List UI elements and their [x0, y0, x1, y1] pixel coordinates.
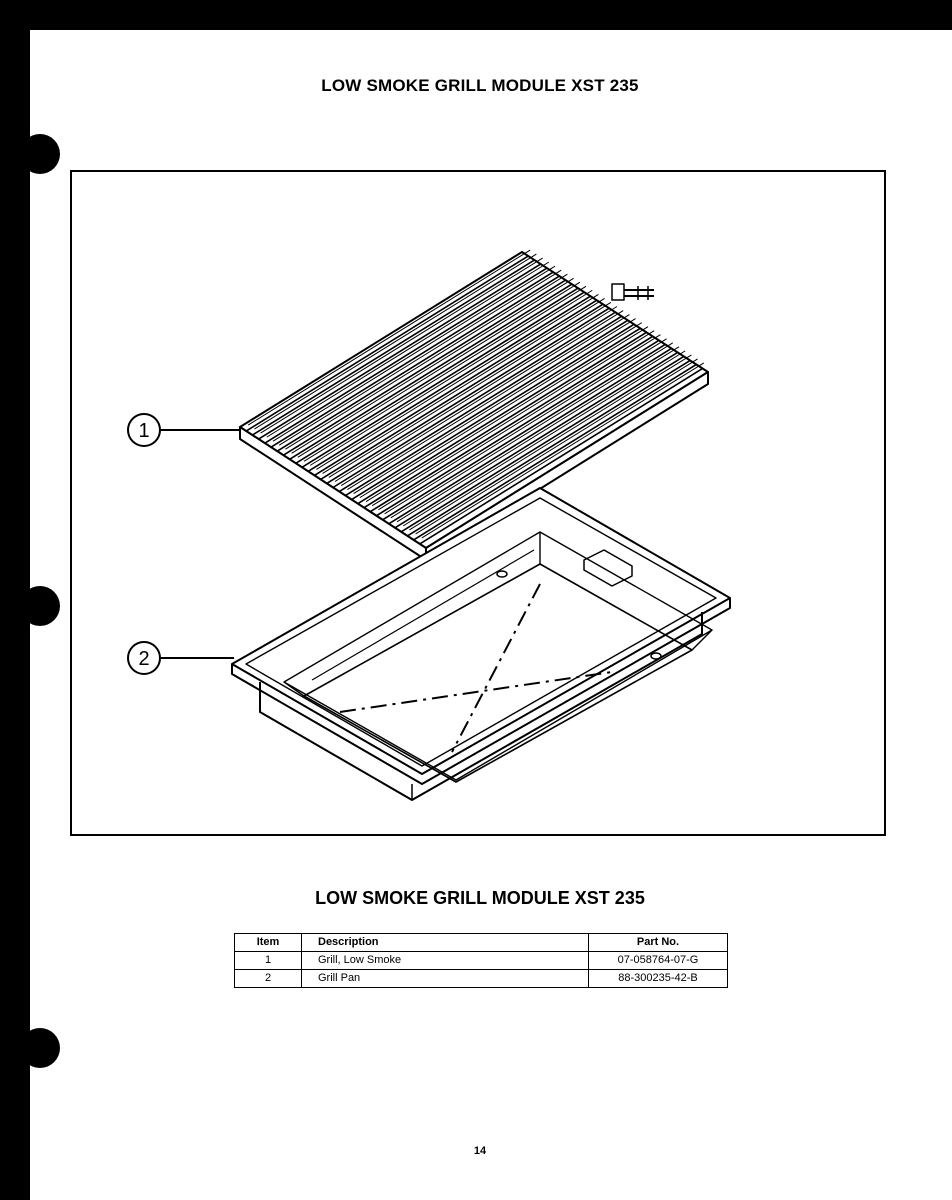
page-number: 14: [473, 1145, 487, 1157]
binder-hole-bottom: [20, 1028, 60, 1068]
item-cell: 1: [235, 952, 302, 970]
binder-hole-top: [20, 134, 60, 174]
table-row: [235, 952, 728, 970]
grill-pan-drawing: [232, 488, 730, 800]
column-header-item: Item: [235, 934, 302, 952]
parts-list-title: LOW SMOKE GRILL MODULE XST 235: [315, 888, 645, 908]
part-number-cell: 88-300235-42-B: [589, 970, 728, 988]
exploded-view-figure: [70, 170, 886, 836]
binder-hole-middle: [20, 586, 60, 626]
table-row: [235, 970, 728, 988]
description-cell: Grill, Low Smoke: [302, 952, 589, 970]
callout-1: [128, 414, 240, 446]
description-cell: Grill Pan: [302, 970, 589, 988]
item-cell: 2: [235, 970, 302, 988]
part-number-cell: 07-058764-07-G: [589, 952, 728, 970]
grill-low-smoke-drawing: [240, 250, 708, 560]
column-header-description: Description: [302, 934, 589, 952]
exploded-view-drawing: [72, 172, 888, 838]
parts-list-table: [234, 933, 728, 988]
callout-2-label: 2: [138, 648, 150, 670]
column-header-part-no: Part No.: [589, 934, 728, 952]
callout-2: [128, 642, 234, 674]
manual-page: [30, 30, 952, 1200]
callout-1-label: 1: [138, 420, 150, 442]
page-title: LOW SMOKE GRILL MODULE XST 235: [321, 76, 639, 95]
parts-table-header-row: [235, 934, 728, 952]
